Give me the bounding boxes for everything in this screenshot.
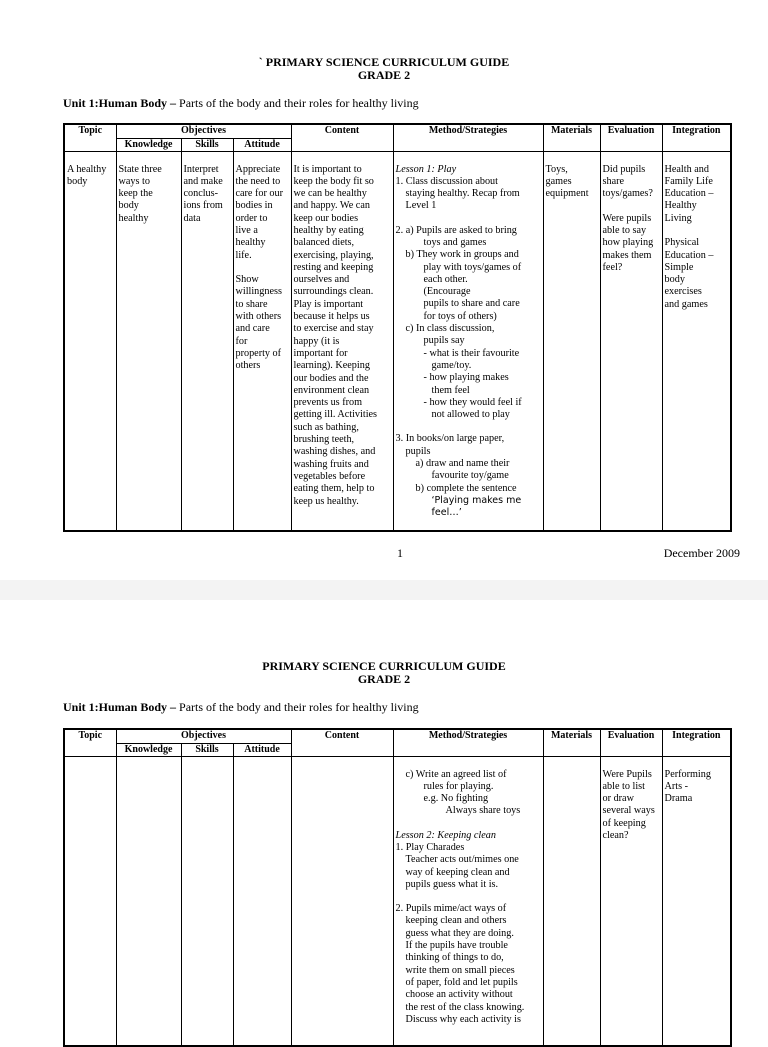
method-line: rules for playing. [423,780,494,792]
method-line: If the pupils have trouble [405,940,508,952]
method-line: Always share toys [445,805,521,817]
cell-knowledge: State three ways to keep the body healthy [118,163,162,224]
header-method: Method/Strategies [393,124,543,151]
curriculum-table-2 [63,728,732,1047]
cell-skills: Interpret and make conclus- ions from data [183,163,223,224]
method-line: keeping clean and others [405,915,507,927]
method-line: c) In class discussion, [405,323,495,335]
unit-description: Parts of the body and their roles for healthy living [176,96,419,110]
page-1-grade: GRADE 2 [357,68,411,82]
method-line: thinking of things to do, [405,952,504,964]
method-line: 3. In books/on large paper, [395,433,505,445]
method-line: - how they would feel if [423,396,522,408]
header-evaluation: Evaluation [600,729,662,756]
header-integration: Integration [662,124,731,151]
method-line: Level 1 [405,200,437,212]
method-line: them feel [431,384,470,396]
method-line: for toys of others) [423,310,497,322]
header-content: Content [291,729,393,756]
method-line: pupils say [423,335,465,347]
method-line: 2. a) Pupils are asked to bring [395,224,517,236]
method-line: - what is their favourite [423,347,520,359]
method-line: game/toy. [431,359,472,371]
lesson-2-heading: Lesson 2: Keeping clean [395,829,496,841]
header-materials: Materials [543,729,600,756]
method-line: a) draw and name their [415,458,510,470]
method-line: Teacher acts out/mimes one [405,854,519,866]
method-line: feel…’ [431,507,462,519]
cell-integration: Performing Arts - Drama [664,768,711,805]
header-evaluation: Evaluation [600,124,662,151]
header-objectives: Objectives [116,124,291,138]
cell-content: It is important to keep the body fit so we can be healthy and happy. We can keep our bodies healthy by eating balanced diets, exercising, playing, resting and keeping ourselves and surroundings clean. Play is important because it helps us to exercise and stay happy (it is important for learning). Keeping our bodies and the environment clean prevents us from getting ill. Activities such as bathing, brushing teeth, washing dishes, and washing fruits and vegetables before eating them, help to keep us healthy. [293,163,378,507]
cell-evaluation: Did pupils share toys/games? Were pupils able to say how playing makes them feel? [602,163,654,273]
page-2-grade: GRADE 2 [357,672,411,686]
unit-description: Parts of the body and their roles for healthy living [176,700,419,714]
page-2-unit-heading [63,700,419,715]
page-1-unit-heading [63,96,419,111]
cell-materials: Toys, games equipment [545,163,589,200]
header-content: Content [291,124,393,151]
cell-integration: Health and Family Life Education – Healthy Living Physical Education – Simple body exercises and games [664,163,714,310]
cell-method [393,151,543,531]
header-topic: Topic [64,729,116,756]
curriculum-table-1 [63,123,732,532]
unit-title: Unit 1:Human Body – [63,700,177,714]
lesson-1-heading: Lesson 1: Play [395,163,457,175]
method-line: b) They work in groups and [405,249,519,261]
footer-date: December 2009 [663,546,740,560]
method-line: the rest of the class knowing. [405,1001,525,1013]
header-attitude: Attitude [233,138,291,151]
method-line: choose an activity without [405,989,513,1001]
method-line: favourite toy/game [431,470,509,482]
method-line: 1. Class discussion about [395,175,498,187]
cell-attitude: Appreciate the need to care for our bodies in order to live a healthy life. Show willingness to share with others and care for property of others [235,163,284,372]
method-line: 1. Play Charades [395,841,465,853]
header-attitude: Attitude [233,743,291,756]
method-line: of paper, fold and let pupils [405,976,518,988]
header-knowledge: Knowledge [116,138,181,151]
method-line: write them on small pieces [405,964,515,976]
method-line: - how playing makes [423,372,509,384]
header-topic: Topic [64,124,116,151]
method-line: (Encourage [423,286,471,298]
header-skills: Skills [181,138,233,151]
page-2 [0,600,768,1024]
method-line: pupils [405,445,431,457]
method-line: each other. [423,273,468,285]
cell-evaluation: Were Pupils able to list or draw several ways of keeping clean? [602,768,655,841]
method-line: b) complete the sentence [415,482,517,494]
method-line: c) Write an agreed list of [405,768,507,780]
header-materials: Materials [543,124,600,151]
header-method: Method/Strategies [393,729,543,756]
method-line: pupils to share and care [423,298,520,310]
method-line: Discuss why each activity is [405,1013,521,1025]
method-line: way of keeping clean and [405,866,510,878]
method-line: 2. Pupils mime/act ways of [395,903,507,915]
method-line: guess what they are doing. [405,927,514,939]
cell-method [393,756,543,1046]
method-line: pupils guess what it is. [405,878,499,890]
page-1-title: ` PRIMARY SCIENCE CURRICULUM GUIDE [258,55,510,69]
cell-topic: A healthy body [67,163,107,187]
page-gap [0,580,768,600]
page-number: 1 [397,546,403,560]
method-line: not allowed to play [431,409,510,421]
header-skills: Skills [181,743,233,756]
method-line: toys and games [423,236,487,248]
page-2-title: PRIMARY SCIENCE CURRICULUM GUIDE [262,659,506,673]
method-line: e.g. No fighting [423,793,489,805]
header-objectives: Objectives [116,729,291,743]
header-integration: Integration [662,729,731,756]
method-line: play with toys/games of [423,261,522,273]
method-line: staying healthy. Recap from [405,188,520,200]
method-line: ‘Playing makes me [431,494,522,506]
unit-title: Unit 1:Human Body – [63,96,177,110]
header-knowledge: Knowledge [116,743,181,756]
